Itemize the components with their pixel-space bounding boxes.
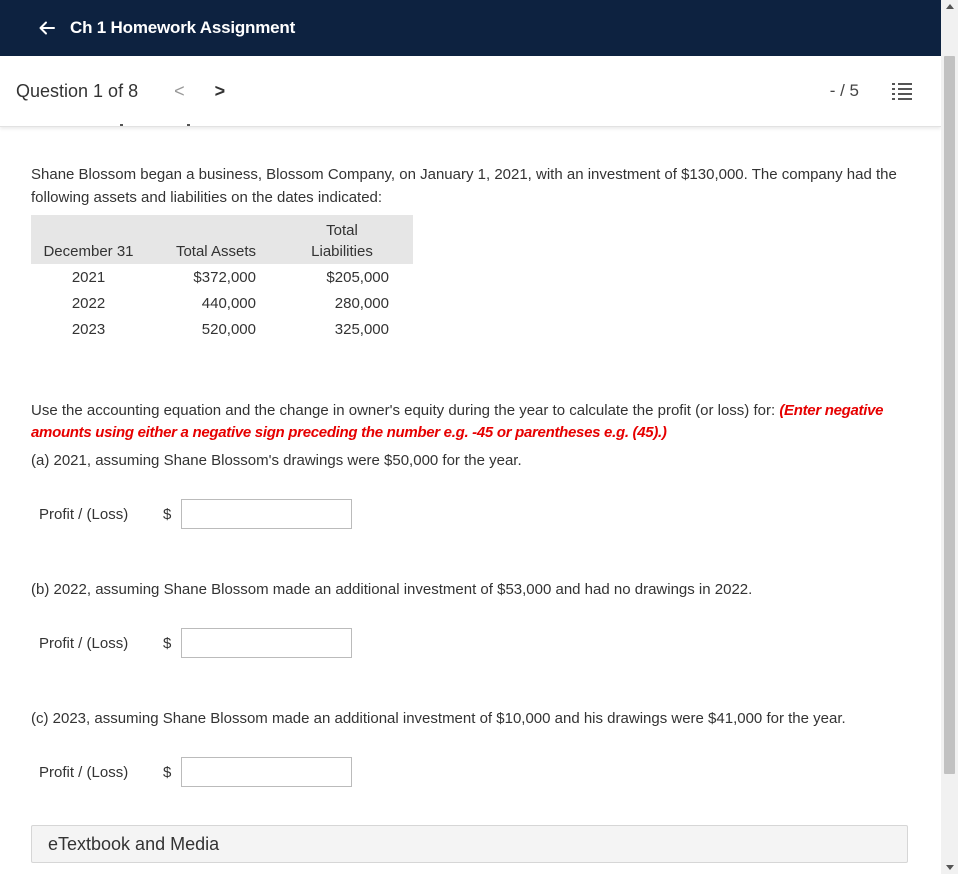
column-header-assets: Total Assets bbox=[146, 215, 271, 264]
column-header-liabilities-line1: Total bbox=[326, 222, 358, 239]
part-c-currency: $ bbox=[163, 763, 172, 781]
part-a-currency: $ bbox=[163, 505, 172, 523]
part-c-profit-input[interactable] bbox=[181, 757, 352, 787]
part-b-answer-row bbox=[39, 628, 352, 658]
assets-liabilities-table bbox=[31, 215, 413, 342]
table-row bbox=[31, 290, 413, 316]
question-score: - / 5 bbox=[829, 81, 859, 100]
part-a-answer-row bbox=[39, 499, 352, 529]
previous-question-button[interactable]: < bbox=[174, 80, 185, 101]
instruction-note: (Enter negative amounts using either a negative sign preceding the number e.g. -45 or parentheses e.g. (45).) bbox=[31, 402, 884, 441]
table-cell-liabilities: 325,000 bbox=[334, 320, 389, 338]
question-counter[interactable]: Question 1 of 8 bbox=[16, 80, 139, 101]
problem-intro: Shane Blossom began a business, Blossom Company, on January 1, 2021, with an investment of $130,000. The company had the following assets and liabilities on the dates indicated: bbox=[31, 166, 897, 206]
next-question-button[interactable]: > bbox=[214, 80, 226, 101]
part-b-currency: $ bbox=[163, 634, 172, 652]
list-icon[interactable] bbox=[891, 80, 913, 102]
column-header-date: December 31 bbox=[31, 215, 146, 264]
table-cell-liabilities: $205,000 bbox=[326, 268, 389, 286]
instruction-main: Use the accounting equation and the change in owner's equity during the year to calculate the profit (or loss) for: bbox=[31, 402, 776, 419]
table-cell-assets: 440,000 bbox=[201, 294, 256, 312]
scrolled-text-fragment bbox=[120, 124, 123, 126]
scroll-up-icon[interactable] bbox=[946, 4, 954, 9]
column-header-liabilities-line2: Liabilities bbox=[311, 243, 373, 260]
vertical-scrollbar[interactable] bbox=[941, 0, 958, 874]
part-b-prompt: (b) 2022, assuming Shane Blossom made an additional investment of $53,000 and had no drawings in 2022. bbox=[31, 581, 753, 598]
table-row bbox=[31, 316, 413, 342]
part-c-label: Profit / (Loss) bbox=[39, 763, 129, 781]
instruction-text bbox=[31, 400, 921, 444]
top-header-bar bbox=[0, 0, 941, 56]
table-cell-assets: 520,000 bbox=[201, 320, 256, 338]
column-header-liabilities bbox=[271, 215, 413, 264]
part-c-prompt: (c) 2023, assuming Shane Blossom made an additional investment of $10,000 and his drawings were $41,000 for the year. bbox=[31, 710, 846, 727]
scrolled-text-fragment bbox=[187, 124, 190, 126]
part-b-profit-input[interactable] bbox=[181, 628, 352, 658]
table-cell-year: 2021 bbox=[71, 268, 106, 286]
part-b-label: Profit / (Loss) bbox=[39, 634, 129, 652]
part-c-answer-row bbox=[39, 757, 352, 787]
arrow-left-icon[interactable] bbox=[38, 19, 56, 37]
table-cell-year: 2022 bbox=[71, 294, 106, 312]
table-cell-year: 2023 bbox=[71, 320, 106, 338]
question-nav-bar bbox=[0, 56, 941, 127]
table-cell-assets: $372,000 bbox=[193, 268, 256, 286]
table-cell-liabilities: 280,000 bbox=[334, 294, 389, 312]
table-row bbox=[31, 264, 413, 290]
part-a-profit-input[interactable] bbox=[181, 499, 352, 529]
part-a-prompt: (a) 2021, assuming Shane Blossom's drawings were $50,000 for the year. bbox=[31, 452, 522, 469]
assignment-title: Ch 1 Homework Assignment bbox=[70, 18, 296, 37]
etextbook-media-button[interactable]: eTextbook and Media bbox=[31, 825, 908, 863]
scroll-down-icon[interactable] bbox=[946, 865, 954, 870]
part-a-label: Profit / (Loss) bbox=[39, 505, 129, 523]
table-header-row bbox=[31, 215, 413, 264]
scrollbar-thumb[interactable] bbox=[944, 56, 955, 774]
